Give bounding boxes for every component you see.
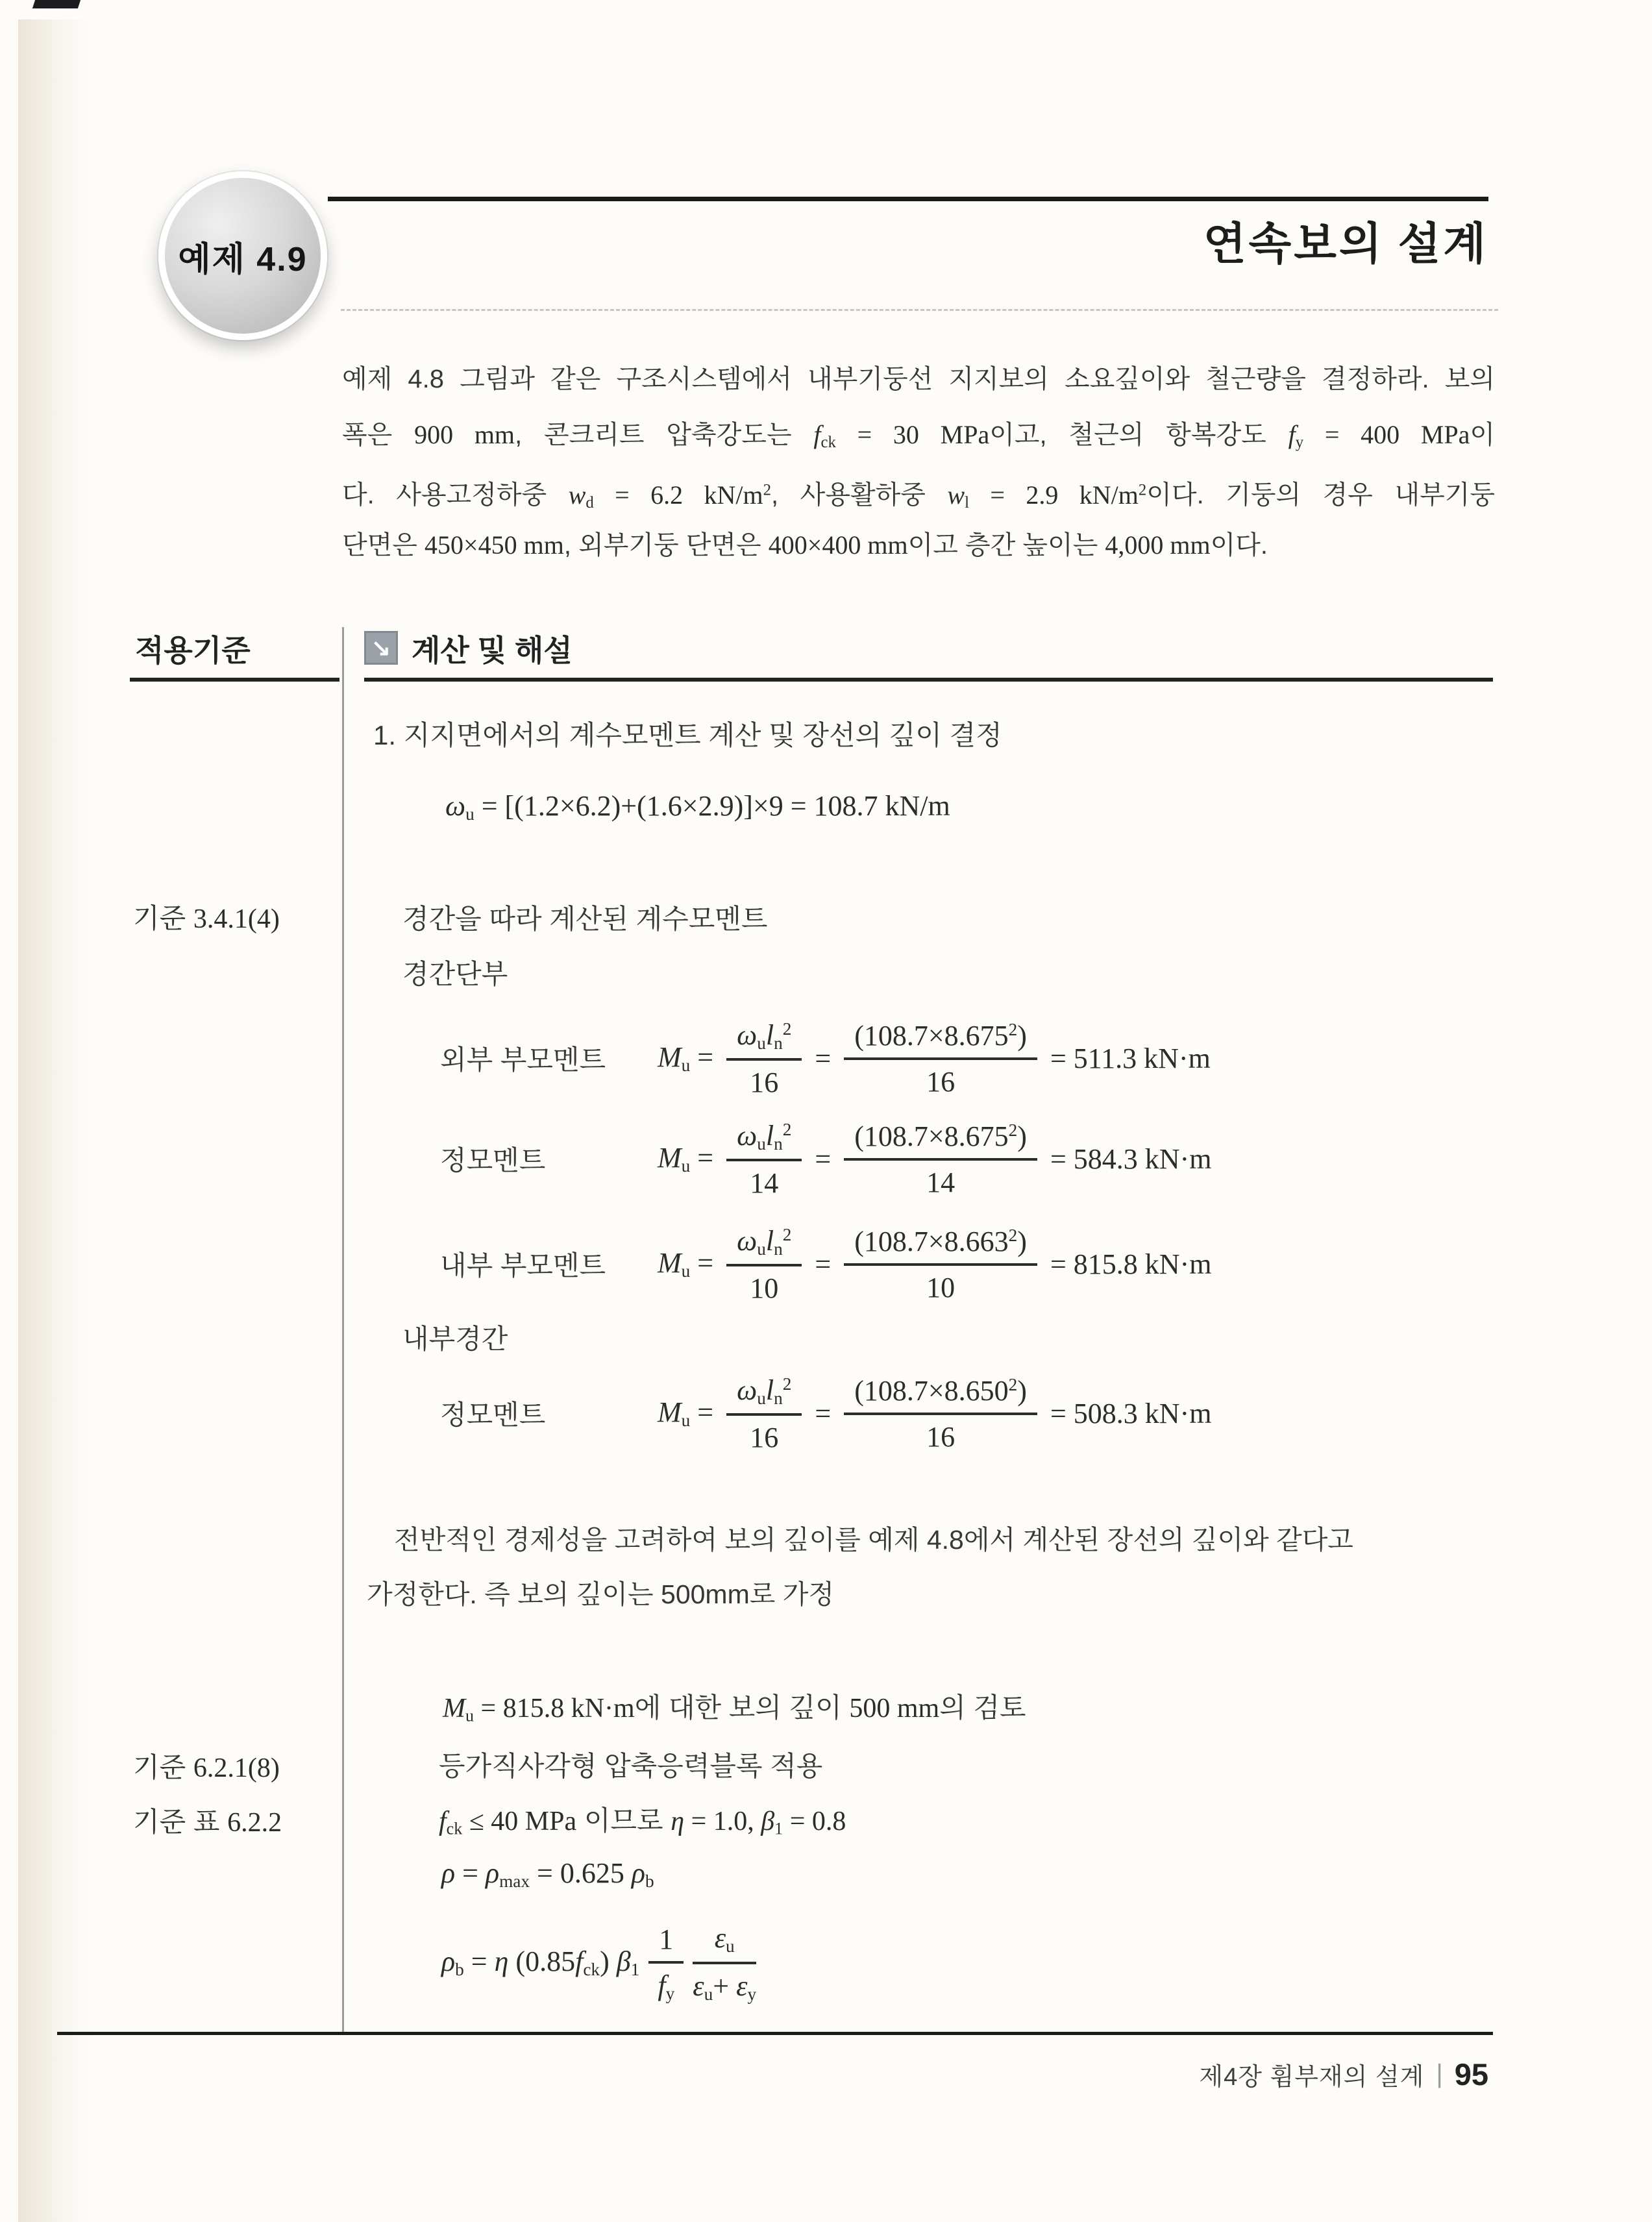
mu-term: $M_u$ =: [658, 1396, 714, 1430]
moment-row: [440, 1209, 1211, 1319]
example-badge: [158, 171, 327, 340]
problem-statement: [342, 352, 1495, 573]
moment-result: = 508.3 kN·m: [1050, 1397, 1212, 1429]
equals-sign: =: [815, 1142, 832, 1175]
moment-row: [440, 1003, 1211, 1113]
code-reference: 기준 6.2.1(8): [133, 1752, 280, 1783]
dashed-divider: [341, 309, 1498, 311]
calculation-column-header: 계산 및 해설: [412, 634, 573, 667]
strain-ratio-fraction: $\frac{\varepsilon_u}{\varepsilon_u+ \varepsilon_y}$: [693, 1920, 756, 2005]
rho-max-line: $\rho = \rho_{max} = 0.625$ $\rho_b$: [441, 1857, 654, 1891]
step1-heading: 1. 지지면에서의 계수모멘트 계산 및 장선의 깊이 결정: [373, 720, 1002, 750]
assumption-line: 가정한다. 즉 보의 깊이는 500mm로 가정: [367, 1579, 834, 1609]
span-moment-intro: 경간을 따라 계산된 계수모멘트: [402, 904, 768, 934]
scan-corner-mark: [32, 0, 80, 8]
moment-equation: [658, 1372, 1211, 1455]
moment-row: [440, 1358, 1211, 1468]
stress-block-line: 등가직사각형 압축응력블록 적용: [439, 1751, 823, 1781]
equals-sign: =: [815, 1042, 832, 1074]
symbolic-fraction: $\frac{\omega_ul_n^2}{14}$: [726, 1118, 802, 1200]
numeric-fraction: $\frac{(108.7\times 8.663^2)}{10}$: [844, 1224, 1037, 1304]
depth-check-line: $M_u = 815.8$ kN·m에 대한 보의 깊이 500 mm의 검토: [443, 1692, 1026, 1725]
code-reference: 기준 3.4.1(4): [133, 903, 280, 934]
numeric-fraction: $\frac{(108.7\times 8.675^2)}{16}$: [844, 1018, 1037, 1098]
problem-line: 예제 4.8 그림과 같은 구조시스템에서 내부기둥선 지지보의 소요깊이와 철근량을 결정하라. 보의: [342, 365, 1495, 393]
arrow-down-right-icon: ↘: [364, 631, 398, 665]
problem-line: 다. 사용고정하중 $w_d = 6.2$ $kN/m^2$, 사용활하중 $w_l = 2.9$ $kN/m^2$이다. 기둥의 경우 내부기둥: [342, 480, 1496, 512]
symbolic-fraction: $\frac{\omega_ul_n^2}{16}$: [726, 1372, 802, 1455]
mu-term: $M_u$ =: [658, 1247, 714, 1281]
moment-result: = 815.8 kN·m: [1050, 1248, 1212, 1280]
fck-condition-line: $f_{ck} \le 40$ MPa 이므로 η = 1.0, $\beta_1 = 0.8$: [439, 1805, 846, 1838]
problem-line: 폭은 900 mm, 콘크리트 압축강도는 $f_{ck} = 30$ MPa이고, 철근의 항복강도 $f_y = 400$ MPa이: [342, 420, 1496, 452]
numeric-fraction: $\frac{(108.7\times 8.650^2)}{16}$: [844, 1373, 1037, 1453]
example-badge-label: 예제 4.9: [178, 240, 308, 278]
equals-sign: =: [815, 1248, 832, 1280]
moment-result: = 511.3 kN·m: [1050, 1042, 1211, 1074]
rho-b-equation: [441, 1907, 756, 2018]
symbolic-fraction: $\frac{\omega_ul_n^2}{16}$: [726, 1017, 802, 1100]
interior-span-label: 내부경간: [402, 1324, 508, 1354]
mu-term: $M_u$ =: [658, 1142, 714, 1176]
code-reference: 기준 표 6.2.2: [133, 1807, 282, 1838]
moment-equation: [658, 1118, 1211, 1200]
end-span-label: 경간단부: [402, 959, 508, 989]
moment-label: 내부 부모멘트: [440, 1250, 606, 1281]
assumption-line: 전반적인 경제성을 고려하여 보의 깊이를 예제 4.8에서 계산된 장선의 깊이와 같다고: [394, 1525, 1353, 1555]
page-footer: [1199, 2056, 1488, 2092]
moment-label: 외부 부모멘트: [440, 1044, 606, 1075]
problem-line: 단면은 450×450 mm, 외부기둥 단면은 400×400 mm이고 층간 높이는 4,000 mm이다.: [342, 530, 1268, 560]
footer-separator: |: [1436, 2060, 1443, 2088]
numeric-fraction: $\frac{(108.7\times 8.675^2)}{14}$: [844, 1118, 1037, 1199]
footer-page-number: 95: [1454, 2057, 1488, 2092]
wu-equation: $\omega_u = [(1.2\times 6.2)+(1.6\times 2.9)]\times 9 = 108.7$ kN/m: [445, 790, 950, 824]
mu-term: $M_u$ =: [658, 1041, 714, 1075]
moment-equation: [658, 1017, 1211, 1100]
title-rule: [328, 197, 1488, 201]
moment-label: 정모멘트: [440, 1145, 546, 1176]
moment-result: = 584.3 kN·m: [1050, 1142, 1212, 1175]
equals-sign: =: [815, 1397, 832, 1429]
symbolic-fraction: $\frac{\omega_ul_n^2}{10}$: [726, 1223, 802, 1305]
moment-label: 정모멘트: [440, 1400, 546, 1430]
scan-edge-shade: [18, 19, 93, 2222]
calculation-header-rule: [364, 678, 1493, 682]
section-bottom-rule: [57, 2032, 1493, 2035]
criteria-header-rule: [130, 678, 339, 682]
page-title: 연속보의 설계: [1203, 219, 1488, 269]
moment-row: [440, 1104, 1211, 1214]
rho-b-lhs: $\rho_b = \eta$ $(0.85f_{ck})$ $\beta_1$: [441, 1945, 640, 1979]
column-divider: [342, 627, 344, 2034]
moment-equation: [658, 1223, 1211, 1305]
criteria-column-header: 적용기준: [135, 634, 251, 667]
footer-chapter-title: 제4장 휨부재의 설계: [1199, 2064, 1425, 2091]
one-over-fy-fraction: $\frac{1}{f_y}$: [648, 1921, 684, 2004]
